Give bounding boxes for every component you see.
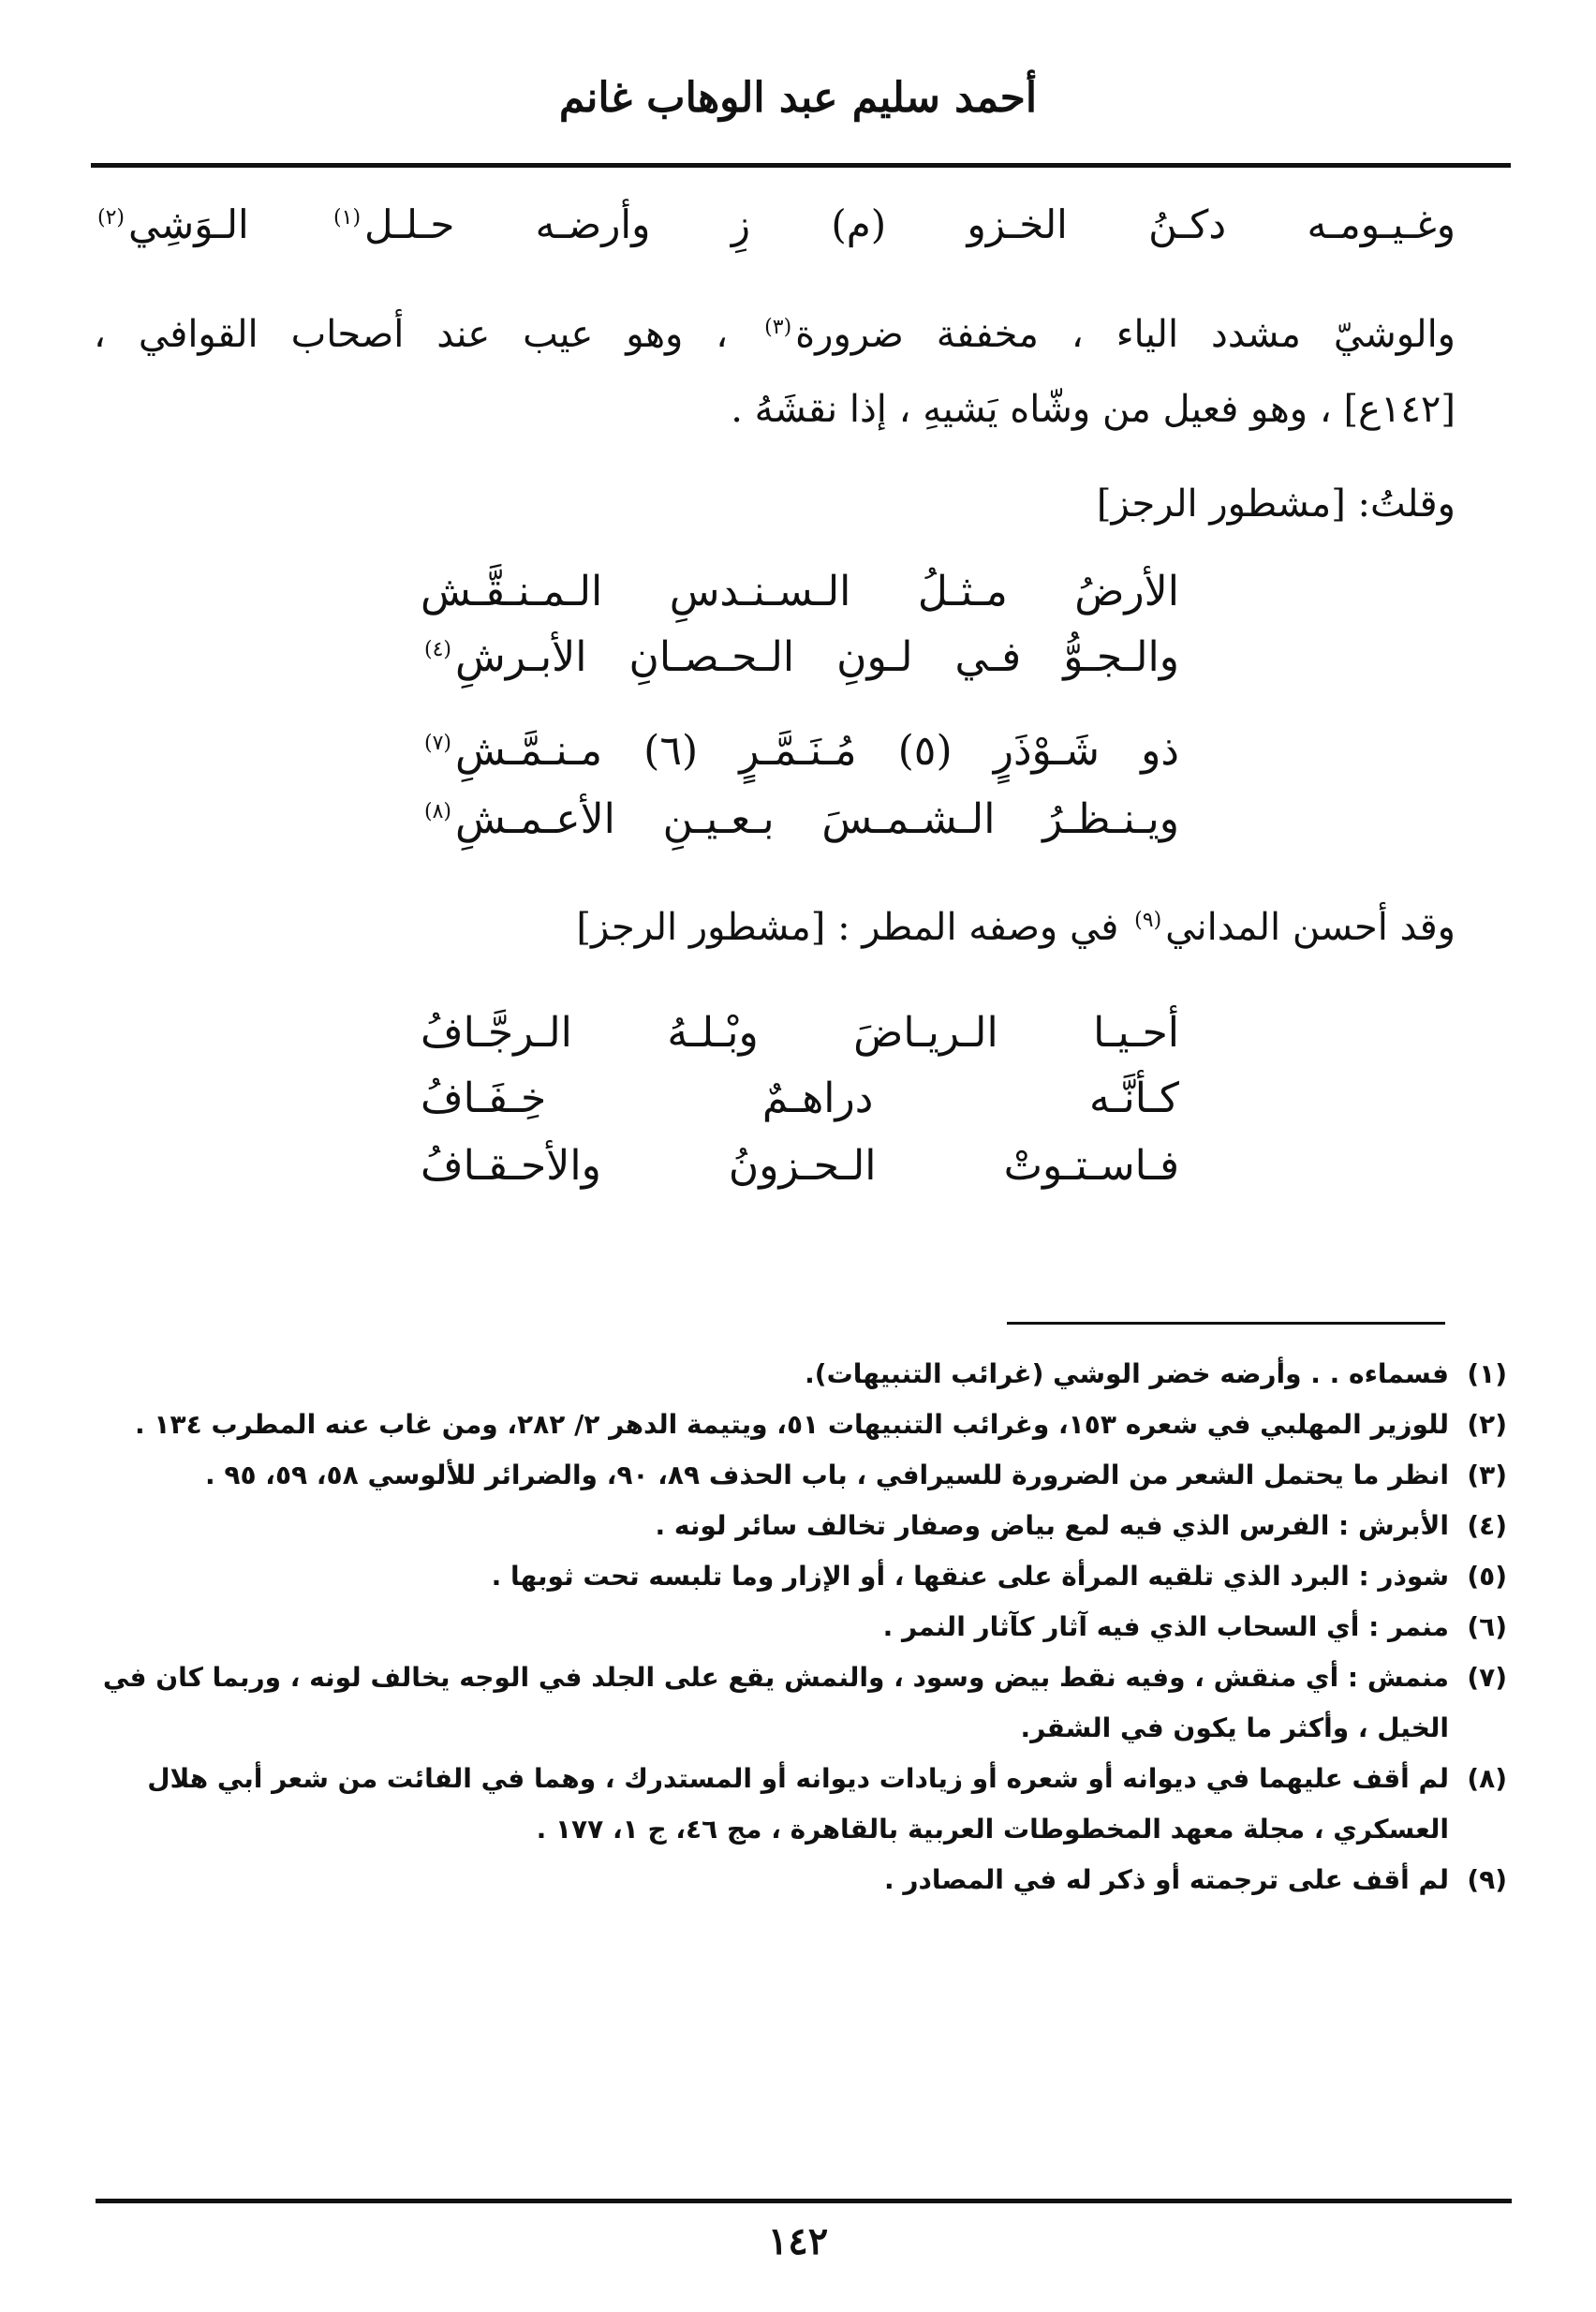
verse-text: ويـنـظـرُ الـشـمـسَ بـعـيـنِ الأعـمـشِ	[455, 795, 1179, 843]
body-line-2	[94, 302, 1456, 367]
footnote-text: لم أقف على ترجمته أو ذكر له في المصادر .	[884, 1864, 1449, 1895]
body-line-1	[94, 192, 1456, 258]
poem-2-verse-2: كـأنَّـه دراهـمٌ خِـفَـافُ	[421, 1074, 1179, 1122]
footnote-number: (٩)	[1467, 1864, 1507, 1895]
footnote-ref-9[interactable]: (٩)	[1134, 908, 1162, 932]
poem-1-verse-4	[421, 787, 1179, 852]
poem-2-verse-3: فـاسـتـوتْ الـحـزونُ والأحـقـافُ	[421, 1142, 1179, 1190]
footnote-9	[94, 1855, 1507, 1905]
verse-text-cont: الـوَشِي	[128, 201, 331, 247]
prose-text: وقد أحسن المداني	[1165, 906, 1456, 949]
footnote-ref-1[interactable]: (١)	[333, 206, 362, 230]
footnote-separator	[1007, 1322, 1445, 1325]
footnote-3	[94, 1450, 1507, 1501]
poem-1-verse-2	[421, 625, 1179, 690]
footnote-ref-8[interactable]: (٨)	[424, 800, 452, 824]
prose-text-cont: ، وهو عيب عند أصحاب القوافي ،	[94, 313, 761, 356]
footnote-number: (٤)	[1467, 1510, 1507, 1541]
poem-2-verse-1: أحـيـا الـريـاضَ وبْـلـهُ الـرجَّـافُ	[421, 1009, 1179, 1057]
footnote-1	[94, 1349, 1507, 1400]
footnote-number: (٦)	[1467, 1611, 1507, 1642]
footnote-7	[94, 1652, 1507, 1754]
footnote-number: (٥)	[1467, 1561, 1507, 1592]
footnote-2	[94, 1400, 1507, 1450]
verse-text: الأرضُ مـثـلُ الـسـنـدسِ الـمـنـقَّـش	[421, 568, 1179, 615]
footnote-number: (١)	[1467, 1358, 1507, 1389]
footnote-6	[94, 1602, 1507, 1652]
footnote-ref-7[interactable]: (٧)	[424, 732, 452, 756]
verse-text: وغـيـومـه دكـنُ الخـزو (م) زِ وأرضـه حـلـل	[364, 201, 1456, 247]
header-rule	[91, 163, 1511, 168]
footer-rule	[96, 2199, 1512, 2203]
page-number: ١٤٢	[767, 2219, 829, 2263]
footnote-text: فسماءه . . وأرضه خضر الوشي (غرائب التنبيهات).	[805, 1358, 1449, 1389]
footnote-ref-4[interactable]: (٤)	[424, 638, 452, 662]
verse-text: ذو شَـوْذَرٍ (٥) مُـنَـمَّـرٍ (٦) مـنـمَّـشِ	[455, 727, 1180, 775]
prose-text-cont: في وصفه المطر : [مشطور الرجز]	[576, 906, 1131, 949]
poem-1-verse-1	[421, 559, 1179, 625]
footnote-ref-2[interactable]: (٢)	[97, 206, 126, 230]
footnote-text: منمر : أي السحاب الذي فيه آثار كآثار النمر .	[882, 1611, 1449, 1642]
footnote-text: للوزير المهلبي في شعره ١٥٣، وغرائب التنبيهات ٥١، ويتيمة الدهر ٢/ ٢٨٢، ومن غاب عنه المطرب ١٣٤ .	[135, 1409, 1449, 1440]
footnote-number: (٧)	[1467, 1662, 1507, 1693]
footnote-text: منمش : أي منقش ، وفيه نقط بيض وسود ، والنمش يقع على الجلد في الوجه يخالف لونه ، وربما كان في الخيل ، وأكثر ما يكون في الشقر.	[102, 1662, 1449, 1743]
footnote-text: شوذر : البرد الذي تلقيه المرأة على عنقها ، أو الإزار وما تلبسه تحت ثوبها .	[491, 1561, 1449, 1592]
footnote-4	[94, 1501, 1507, 1551]
poem-1-intro: وقلتُ: [مشطور الرجز]	[1096, 482, 1456, 526]
footnote-text: لم أقف عليهما في ديوانه أو شعره أو زيادات ديوانه أو المستدرك ، وهما في الفائت من شعر أبي هلال العسكري ، مجلة معهد المخطوطات العربية بالقاهرة ، مج ٤٦، ج ١، ١٧٧ .	[147, 1763, 1449, 1845]
footnote-5	[94, 1551, 1507, 1602]
verse-text: والـجـوُّ فـي لـونِ الـحـصـانِ الأبـرشِ	[455, 633, 1179, 681]
footnote-ref-3[interactable]: (٣)	[764, 315, 792, 339]
footnote-8	[94, 1754, 1507, 1855]
poem-2-intro	[576, 895, 1456, 960]
running-head-author: أحمد سليم عبد الوهاب غانم	[558, 74, 1038, 122]
footnote-text: الأبرش : الفرس الذي فيه لمع بياض وصفار تخالف سائر لونه .	[655, 1510, 1449, 1541]
footnote-text: انظر ما يحتمل الشعر من الضرورة للسيرافي ، باب الحذف ٨٩، ٩٠، والضرائر للألوسي ٥٨، ٥٩، ٩٥ .	[204, 1460, 1449, 1490]
body-line-3: [١٤٢ع] ، وهو فعيل من وشّاه يَشيهِ ، إذا نقشَهُ .	[731, 388, 1456, 431]
prose-text: والوشيّ مشدد الياء ، مخففة ضرورة	[795, 313, 1456, 356]
footnotes	[94, 1349, 1507, 1905]
footnote-number: (٢)	[1467, 1409, 1507, 1440]
poem-1-verse-3	[421, 719, 1179, 784]
footnote-number: (٣)	[1467, 1460, 1507, 1490]
footnote-number: (٨)	[1467, 1763, 1507, 1794]
